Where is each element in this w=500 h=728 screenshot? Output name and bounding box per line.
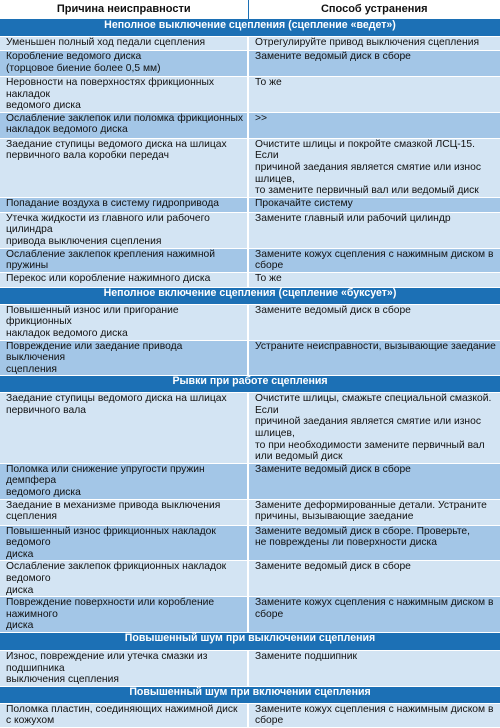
cause-cell: Неровности на поверхностях фрикционных накладок ведомого диска bbox=[0, 77, 248, 113]
remedy-cell: Очистите шлицы и покройте смазкой ЛСЦ-15. Если причиной заедания является смятие или износ шлицев, то замените первичный вал или ведомый диск bbox=[248, 138, 500, 197]
section-title: Рывки при работе сцепления bbox=[0, 376, 500, 393]
cause-cell: Коробление ведомого диска (торцовое биение более 0,5 мм) bbox=[0, 51, 248, 77]
cause-cell: Ослабление заклепок фрикционных накладок ведомого диска bbox=[0, 561, 248, 597]
table-row bbox=[0, 561, 500, 597]
section-title: Повышенный шум при включении сцепления bbox=[0, 686, 500, 703]
cause-cell: Ослабление заклепок крепления нажимной пружины bbox=[0, 248, 248, 272]
table-row bbox=[0, 138, 500, 197]
table-row bbox=[0, 499, 500, 525]
remedy-cell: Очистите шлицы, смажьте специальной смазкой. Если причиной заедания является смятие или износ шлицев, то при необходимости замените первичный вал или ведомый диск bbox=[248, 393, 500, 464]
cause-cell: Перекос или коробление нажимного диска bbox=[0, 272, 248, 287]
table-body bbox=[0, 20, 500, 728]
cause-cell: Повреждение поверхности или коробление нажимного диска bbox=[0, 597, 248, 633]
table-row bbox=[0, 340, 500, 376]
cause-cell: Заедание ступицы ведомого диска на шлицах первичного вала bbox=[0, 393, 248, 464]
cause-cell: Уменьшен полный ход педали сцепления bbox=[0, 37, 248, 51]
table-row bbox=[0, 703, 500, 727]
cause-cell: Заедание в механизме привода выключения сцепления bbox=[0, 499, 248, 525]
section-header bbox=[0, 20, 500, 37]
table-row bbox=[0, 597, 500, 633]
remedy-cell: Замените ведомый диск в сборе. Проверьте, не повреждены ли поверхности диска bbox=[248, 525, 500, 561]
table-row bbox=[0, 197, 500, 212]
cause-cell: Поломка или снижение упругости пружин демпфера ведомого диска bbox=[0, 463, 248, 499]
table-row bbox=[0, 77, 500, 113]
remedy-cell: >> bbox=[248, 112, 500, 138]
remedy-cell: Замените кожух сцепления с нажимным диском в сборе bbox=[248, 597, 500, 633]
cause-cell: Повышенный износ или пригорание фрикционных накладок ведомого диска bbox=[0, 304, 248, 340]
remedy-cell: Замените подшипник bbox=[248, 650, 500, 686]
table-row bbox=[0, 393, 500, 464]
remedy-cell: Замените кожух сцепления с нажимным диском в сборе bbox=[248, 248, 500, 272]
remedy-cell: Устраните неисправности, вызывающие заедание bbox=[248, 340, 500, 376]
table-row bbox=[0, 304, 500, 340]
remedy-cell: Замените ведомый диск в сборе bbox=[248, 51, 500, 77]
table-row bbox=[0, 37, 500, 51]
table-row bbox=[0, 112, 500, 138]
remedy-cell: Замените кожух сцепления с нажимным диском в сборе bbox=[248, 703, 500, 727]
cause-cell: Попадание воздуха в систему гидропривода bbox=[0, 197, 248, 212]
table-row bbox=[0, 51, 500, 77]
cause-cell: Ослабление заклепок или поломка фрикционных накладок ведомого диска bbox=[0, 112, 248, 138]
table-row bbox=[0, 525, 500, 561]
remedy-cell: Замените ведомый диск в сборе bbox=[248, 304, 500, 340]
remedy-cell: Замените ведомый диск в сборе bbox=[248, 561, 500, 597]
section-title: Неполное включение сцепления (сцепление «буксует») bbox=[0, 287, 500, 304]
remedy-cell: Замените главный или рабочий цилиндр bbox=[248, 212, 500, 248]
table-row bbox=[0, 248, 500, 272]
header-row bbox=[0, 0, 500, 20]
remedy-cell: То же bbox=[248, 77, 500, 113]
section-header bbox=[0, 632, 500, 650]
table-row bbox=[0, 212, 500, 248]
remedy-cell: Отрегулируйте привод выключения сцепления bbox=[248, 37, 500, 51]
cause-cell: Заедание ступицы ведомого диска на шлицах первичного вала коробки передач bbox=[0, 138, 248, 197]
section-title: Повышенный шум при выключении сцепления bbox=[0, 632, 500, 650]
table-row bbox=[0, 650, 500, 686]
table-row bbox=[0, 272, 500, 287]
cause-column-header: Причина неисправности bbox=[0, 0, 248, 20]
cause-cell: Износ, повреждение или утечка смазки из подшипника выключения сцепления bbox=[0, 650, 248, 686]
section-header bbox=[0, 686, 500, 703]
cause-cell: Повышенный износ фрикционных накладок ведомого диска bbox=[0, 525, 248, 561]
remedy-cell: То же bbox=[248, 272, 500, 287]
section-header bbox=[0, 376, 500, 393]
remedy-cell: Прокачайте систему bbox=[248, 197, 500, 212]
section-header bbox=[0, 287, 500, 304]
table-row bbox=[0, 463, 500, 499]
section-title: Неполное выключение сцепления (сцепление «ведет») bbox=[0, 20, 500, 37]
cause-cell: Утечка жидкости из главного или рабочего цилиндра привода выключения сцепления bbox=[0, 212, 248, 248]
cause-cell: Поломка пластин, соединяющих нажимной диск с кожухом bbox=[0, 703, 248, 727]
remedy-cell: Замените ведомый диск в сборе bbox=[248, 463, 500, 499]
remedy-cell: Замените деформированные детали. Устраните причины, вызывающие заедание bbox=[248, 499, 500, 525]
remedy-column-header: Способ устранения bbox=[248, 0, 500, 20]
cause-cell: Повреждение или заедание привода выключения сцепления bbox=[0, 340, 248, 376]
